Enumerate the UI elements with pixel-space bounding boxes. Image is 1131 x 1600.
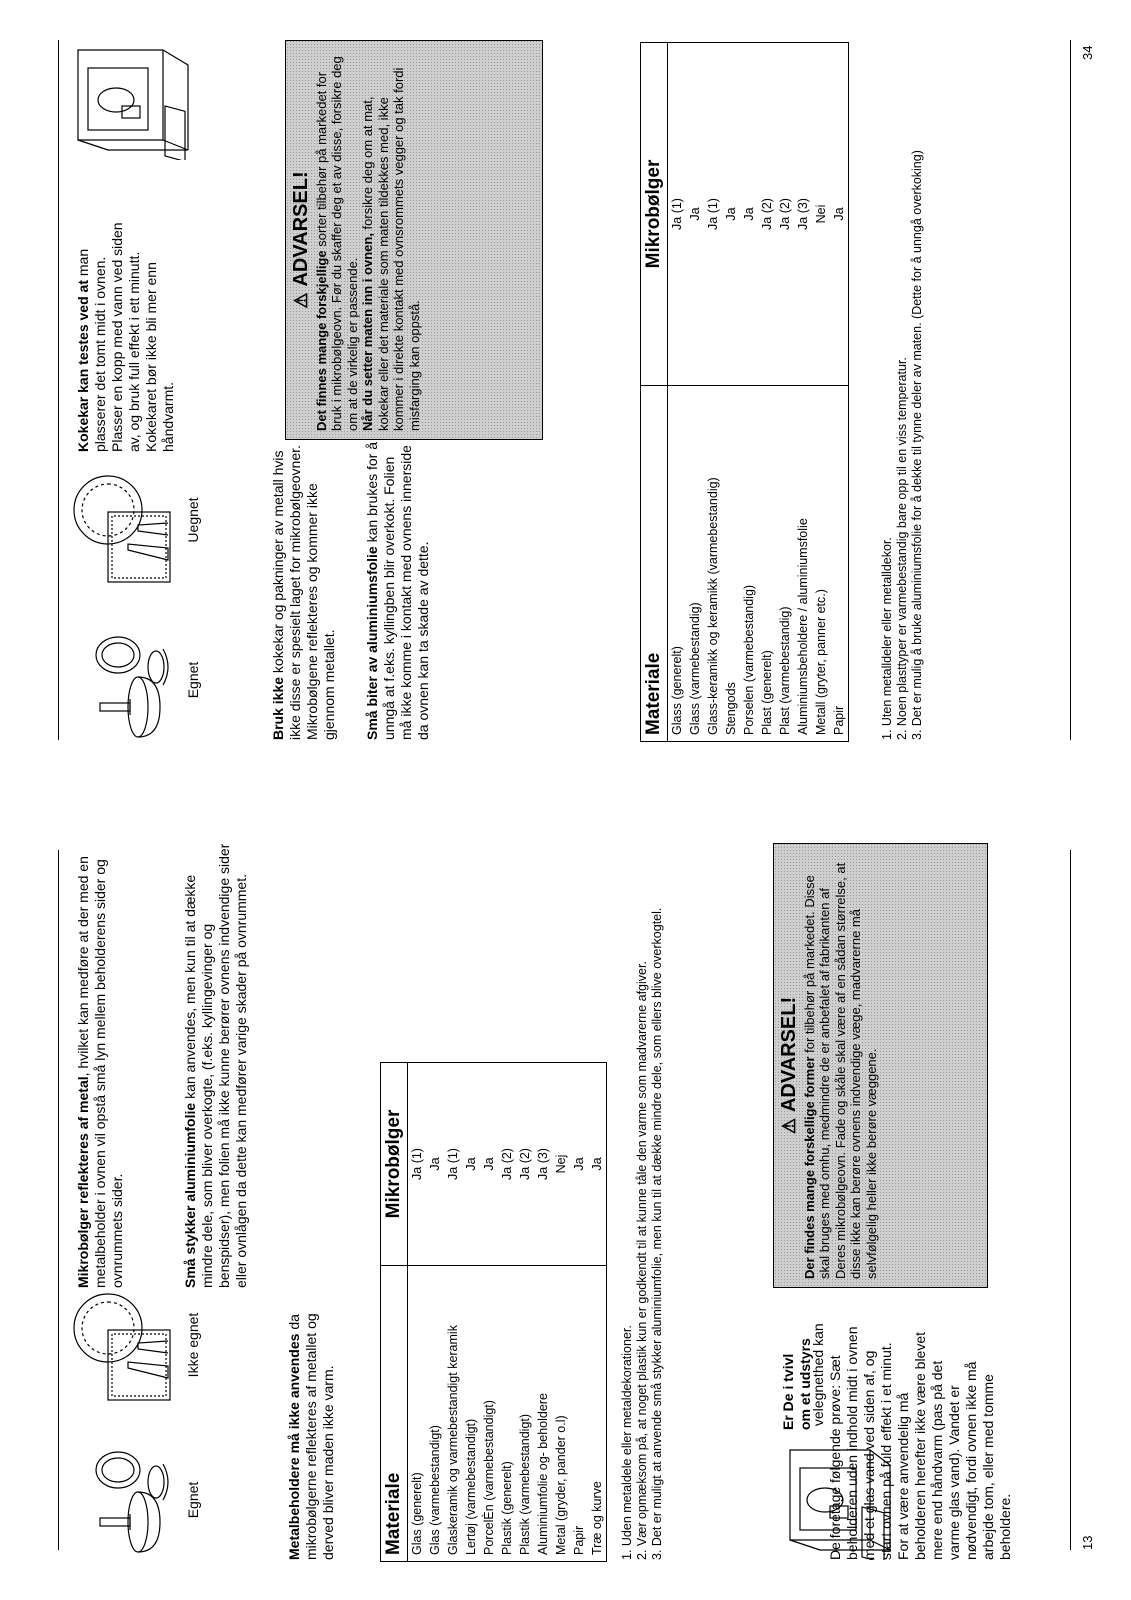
top-rule (58, 40, 59, 740)
material-table (640, 42, 849, 742)
foil-text: Små stykker aluminiumfolie kan anvendes, men kun til at dække mindre dele, som bliver overkogte, (f.eks. kyllingevinger og benspidser), men folien må ikke kunne berører ovnens indvendige sider eller ovnlågen da dette kan medfører varige skader på ovnrummet. (182, 843, 249, 1288)
unsuitable-caption: Ikke egnet (185, 1312, 201, 1378)
foil-text: Små biter av aluminiumsfolie kan brukes for å unngå at f.eks. kyllingben blir overkokt. Folien må ikke komme i kontakt med ovnens innerside da ovnen kan ta skade av dette. (364, 441, 431, 740)
suitable-dishes-illustration (78, 1440, 178, 1560)
table-notes (620, 860, 665, 1560)
unsuitable-plate-illustration (68, 1288, 178, 1408)
warning-title: ⚠ADVARSEL! (778, 996, 800, 1135)
top-rule (58, 850, 59, 1550)
table-row: Stengods Ja (722, 43, 740, 742)
material-header: Materiale (641, 386, 668, 742)
page-number-right: 34 (1080, 45, 1095, 60)
table-row: Aluminiumsbeholdere / aluminiumsfolie Ja (3) (794, 43, 812, 742)
table-notes (880, 40, 925, 740)
table-row: Glas (generelt) Ja (1) (408, 1063, 427, 1562)
test-text: Kokekar kan testes ved at man plasserer det tomt midt i ovnen. Plasser en kopp med vann ved siden av, og bruk full effekt i ett minutt. Kokekaret bør ikke bli mer enn håndvarmt. (75, 222, 176, 452)
table-row: Træ og kurve Ja (588, 1063, 607, 1562)
test-text: velegnethed kan De foretage følgende prøve: Sæt beholderen uden indhold midt i ovnen med et glas vand ved siden af, og start ovnen på fuld effekt i et minut. For at være anvendelig må beholderen herefter ikke være blevet mere end håndvarm (pas på det varme glas vand). Vandet er nødvendigt, fordi ovnen ikke må arbejde tom, eller med tomme beholdere. (810, 1323, 1013, 1560)
table-row: Plast (varmebestandig) Ja (2) (776, 43, 794, 742)
bottom-rule (1070, 40, 1071, 740)
note: 2. Noen plasttyper er varmebestandig bare opp til en viss temperatur. (895, 357, 909, 740)
note: 1. Uten metalldeler eller metalldekor. (880, 537, 894, 740)
note: 2. Vær opmæksom på, at noget plastik kun er godkendt til at kunne tåle den varme som madvarerne afgiver. (635, 961, 649, 1560)
table-row: Papir Ja (830, 43, 849, 742)
warning-triangle-icon: ⚠ (779, 1118, 799, 1135)
metal-container-text: Metalbeholdere må ikke anvendes da mikrobølgerne reflekteres af metallet og derved bliver maden ikke varm. (286, 1313, 336, 1560)
table-row: Metal (gryder, pander o.l) Nej (552, 1063, 570, 1562)
unsuitable-plate-illustration (68, 470, 178, 590)
table-row: Glaskeramik og varmebestandigt keramik Ja (1) (444, 1063, 462, 1562)
warning-triangle-icon: ⚠ (291, 292, 311, 309)
note: 3. Det er muligt at anvende små stykker aluminiumfolie, men kun til at dække mindre dele, som ellers blive overkogtel. (650, 907, 664, 1560)
unsuitable-caption: Uegnet (185, 497, 201, 543)
warning-title: ⚠ADVARSEL! (290, 171, 312, 309)
suitable-caption: Egnet (185, 661, 201, 699)
table-row: Glass (generelt) Ja (1) (668, 43, 687, 742)
table-row: Glas (varmebestandigt) Ja (426, 1063, 444, 1562)
pan-text: Bruk ikke kokekar og pakninger av metall hvis ikke disse er spesielt laget for mikrobølgeovner. Mikrobølgene reflekteres og kommer ikke gjennom metallet. (270, 445, 337, 740)
page-number-left: 13 (1080, 1535, 1095, 1550)
warning-box: ⚠ADVARSEL! Det finnes mange forskjellige sorter tilbehør på markedet for bruk i mikrobølgeovn. Før du skaffer deg et av disse, forsikre deg om at de virkelig er passende. Når du setter maten inn i ovnen, forsikre deg om at mat, kokekar eller det materiale som maten tildekkes med, ikke kommer i direkte kontakt med ovnsrommets vegger og tak fordi misfarging kan oppstå. (285, 40, 543, 440)
table-row: Metall (gryter, panner etc.) Nei (812, 43, 830, 742)
table-row: Lertøj (varmebestandigt) Ja (462, 1063, 480, 1562)
table-row: Glass-keramikk og keramikk (varmebestandig) Ja (1) (704, 43, 722, 742)
table-row: Glass (varmebestandig) Ja (686, 43, 704, 742)
table-row: Plastik (varmebestandigt) Ja (2) (516, 1063, 534, 1562)
table-row: Papir Ja (570, 1063, 588, 1562)
metal-reflect-text: Mikrobølger reflekteres af metal, hvilket kan medføre at der med en metalbeholder i ovnen vil opstå små lyn mellem beholderens sider og ovnrummets sider. (75, 856, 125, 1288)
table-row: Aluminiumfolie og- beholdere Ja (3) (534, 1063, 552, 1562)
suitable-caption: Egnet (185, 1481, 201, 1519)
warning-box: ⚠ADVARSEL! Der findes mange forskellige former for tilbehør på markedet. Disse skal bruges med omhu, medmindre de er anbefalet af fabrikanten af Deres mikrobølgeovn. Fade og skåle skal være af en sådan størrelse, at disse ikke kan berøre ovnens indvendige væge, madvarerne må selvfølgelig heller ikke berøre væggene. (773, 843, 988, 1288)
microwave-header: Mikrobølger (641, 43, 668, 386)
material-header: Materiale (381, 1266, 408, 1562)
microwave-header: Mikrobølger (381, 1063, 408, 1266)
material-table (380, 1062, 607, 1562)
table-row: Plast (generelt) Ja (2) (758, 43, 776, 742)
suitable-dishes-illustration (78, 625, 178, 745)
table-row: Porselen (varmebestandig) Ja (740, 43, 758, 742)
table-row: Plastik (generelt) Ja (2) (498, 1063, 516, 1562)
table-row: PorcelÈn (varmebestandigt) Ja (480, 1063, 498, 1562)
bottom-rule (1070, 850, 1071, 1550)
oven-test-illustration (68, 40, 198, 160)
note: 3. Det er mulig å bruke aluminiumsfolie for å dekke til tynne deler av maten. (Dette for å unngå overkoking) (910, 150, 924, 740)
test-intro-text: Er De i tvivl om et udstyrs (780, 1338, 813, 1430)
note: 1. Uden metaldele eller metaldekorationer. (620, 1325, 634, 1560)
